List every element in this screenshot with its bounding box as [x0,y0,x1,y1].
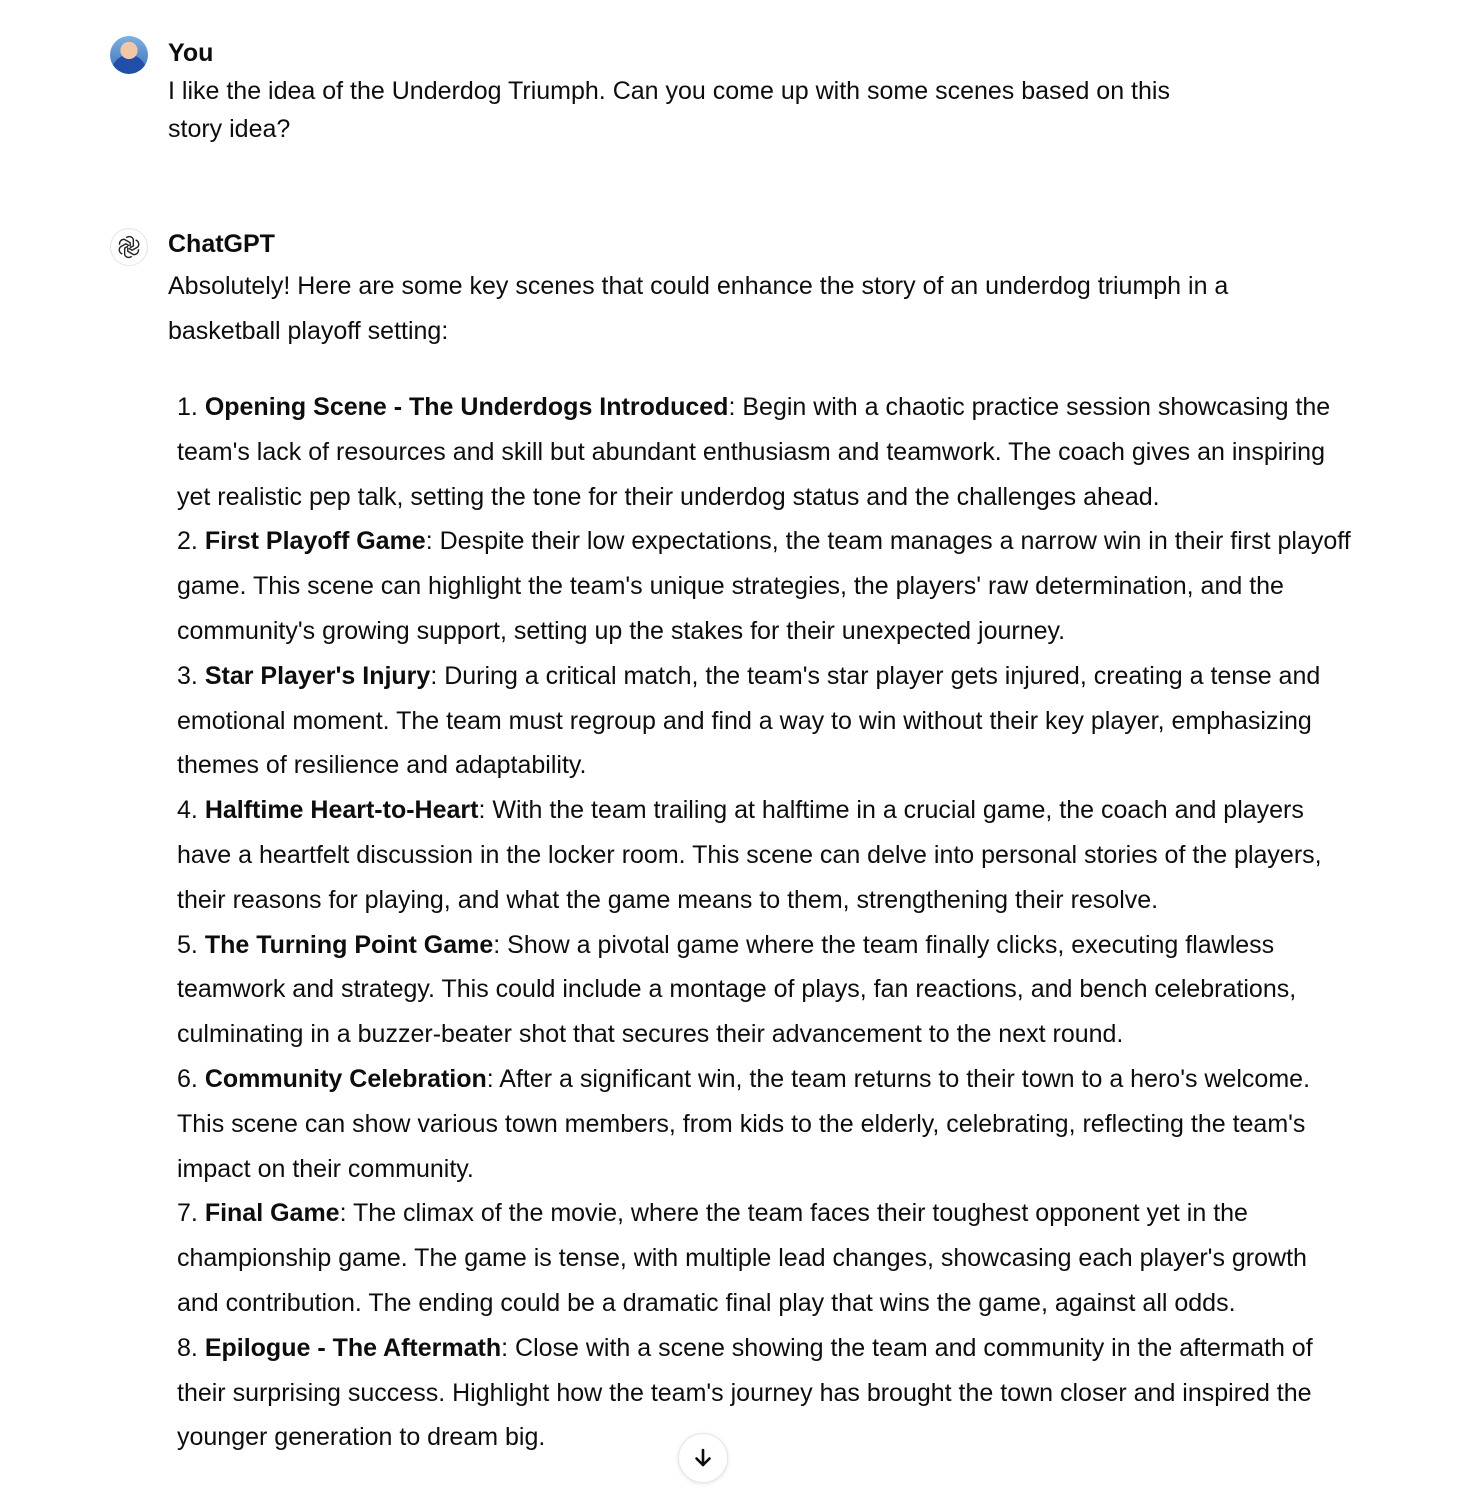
list-item-text: : During a critical match, the team's star player gets injured, creating a tense and emotional moment. The team must regroup and find a way to win without their key player, emphasizing themes of resilience and adaptability. [177,661,1321,780]
list-item-text: : The climax of the movie, where the team faces their toughest opponent yet in the championship game. The game is tense, with multiple lead changes, showcasing each player's growth and contribution. The ending could be a dramatic final play that wins the game, against all odds. [177,1199,1307,1317]
list-item [177,654,1352,788]
list-item-text: : With the team trailing at halftime in a crucial game, the coach and players have a heartfelt discussion in the locker room. This scene can delve into personal stories of the players, their reasons for playing, and what the game means to them, strengthening their resolve. [177,796,1322,914]
list-item-number: 5. [177,930,198,959]
list-item [177,923,1352,1057]
list-item-text: : Begin with a chaotic practice session showcasing the team's lack of resources and skill but abundant enthusiasm and teamwork. The coach gives an inspiring yet realistic pep talk, setting the tone for their underdog status and the challenges ahead. [177,393,1331,511]
list-item-number: 7. [177,1199,198,1228]
assistant-author-name: ChatGPT [168,230,275,258]
list-item-title: Halftime Heart-to-Heart [204,796,479,825]
scene-list [177,385,1352,1460]
list-item [177,385,1352,519]
list-item-number: 3. [177,661,198,690]
list-item-text: : After a significant win, the team returns to their town to a hero's welcome. This scene can show various town members, from kids to the elderly, celebrating, reflecting the team's impact on their community. [177,1064,1311,1183]
list-item-text: : Show a pivotal game where the team finally clicks, executing flawless teamwork and strategy. This could include a montage of plays, fan reactions, and bench celebrations, culminating in a buzzer-beater shot that secures their advancement to the next round. [177,930,1297,1049]
list-item [177,519,1352,653]
user-message: I like the idea of the Underdog Triumph. Can you come up with some scenes based on this story idea? [168,77,1170,143]
list-item-number: 2. [177,527,198,556]
list-item-number: 8. [177,1333,198,1362]
list-item-title: The Turning Point Game [204,930,494,959]
list-item-text: : Close with a scene showing the team and community in the aftermath of their surprising success. Highlight how the team's journey has brought the town closer and inspired the younger generation to dream big. [177,1333,1313,1452]
assistant-intro: Absolutely! Here are some key scenes that could enhance the story of an underdog triumph in a basketball playoff setting: [168,272,1229,345]
list-item [177,1326,1352,1460]
user-author-name: You [168,39,214,67]
list-item-number: 1. [177,393,198,421]
openai-logo-icon [110,228,148,266]
list-item [177,1191,1352,1325]
list-item-number: 4. [177,796,198,825]
arrow-down-icon [691,1446,715,1470]
list-item [177,788,1352,922]
list-item [177,1057,1352,1191]
list-item-title: First Playoff Game [204,527,426,556]
scroll-to-bottom-button[interactable] [678,1433,728,1483]
list-item-title: Community Celebration [204,1064,487,1093]
list-item-title: Epilogue - The Aftermath [204,1333,502,1362]
user-avatar [110,36,148,74]
list-item-number: 6. [177,1064,198,1093]
list-item-title: Final Game [204,1199,340,1228]
list-item-title: Star Player's Injury [204,661,431,690]
list-item-title: Opening Scene - The Underdogs Introduced [204,393,729,421]
list-item-text: : Despite their low expectations, the team manages a narrow win in their first playoff game. This scene can highlight the team's unique strategies, the players' raw determination, and the community's growing support, setting up the stakes for their unexpected journey. [177,527,1351,645]
